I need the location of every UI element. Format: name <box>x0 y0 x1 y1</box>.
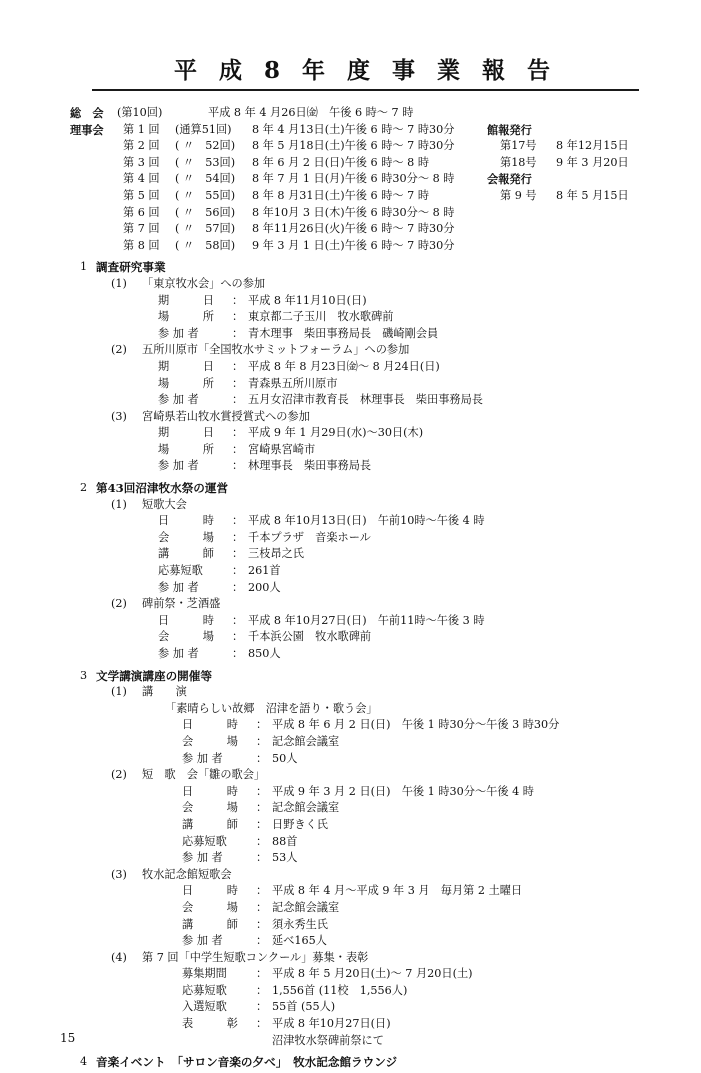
rijikai-row-4 <box>0 171 701 188</box>
rijikai-row-8 <box>0 238 701 255</box>
section-number: 4 <box>80 1055 88 1069</box>
detail-sep: ： <box>232 514 244 528</box>
detail-value: 平成 8 年 8 月23日㈮〜 8 月24日(日) <box>248 359 440 373</box>
detail-sep: ： <box>256 801 268 815</box>
section-title: 調査研究事業 <box>96 260 166 275</box>
detail-value: 沼津牧水祭碑前祭にて <box>272 1033 384 1047</box>
detail-label: 講 師 <box>182 917 238 931</box>
kanpou-label: 館報発行 <box>487 122 532 137</box>
item-marker: (3) <box>111 409 127 423</box>
item-heading: 牧水記念館短歌会 <box>142 867 232 881</box>
rijikai-no: 第 1 回 <box>123 122 160 136</box>
detail-label: 参 加 者 <box>182 934 223 948</box>
section-heading <box>0 480 701 497</box>
list-item <box>0 409 701 426</box>
detail-sep: ： <box>232 580 244 594</box>
detail-value: 日野きく氏 <box>272 817 328 831</box>
detail-label: 日 時 <box>182 884 238 898</box>
detail-sep: ： <box>256 967 268 981</box>
detail-label: 会 場 <box>182 734 238 748</box>
kanpou-date: 8 年12月15日 <box>556 139 629 153</box>
detail-sep: ： <box>232 530 244 544</box>
detail-sep: ： <box>256 834 268 848</box>
detail-sep: ： <box>232 376 244 390</box>
item-heading: 五所川原市「全国牧水サミットフォーラム」への参加 <box>142 343 410 357</box>
detail-line <box>0 530 701 547</box>
kaihou-date: 8 年 5 月15日 <box>556 188 629 202</box>
detail-value: 須永秀生氏 <box>272 917 328 931</box>
rijikai-detail: 8 年 7 月 1 日(月)午後 6 時30分〜 8 時 <box>252 172 455 186</box>
detail-label: 日 時 <box>182 784 238 798</box>
detail-sep: ： <box>256 718 268 732</box>
detail-sep: ： <box>256 1017 268 1031</box>
item-heading: 「東京牧水会」への参加 <box>142 276 266 290</box>
detail-label: 参 加 者 <box>158 459 199 473</box>
detail-sep: ： <box>232 459 244 473</box>
detail-value: 88首 <box>272 834 298 848</box>
kanpou-no: 第17号 <box>500 139 537 153</box>
detail-line <box>0 376 701 393</box>
item-heading: 第 7 回「中学生短歌コンクール」募集・表彰 <box>142 950 369 964</box>
detail-label: 参 加 者 <box>182 851 223 865</box>
rijikai-paren: (通算51回) <box>175 122 232 136</box>
detail-sep: ： <box>256 851 268 865</box>
detail-label: 講 師 <box>158 547 214 561</box>
detail-label: 場 所 <box>158 376 214 390</box>
detail-line <box>0 933 701 950</box>
detail-sep: ： <box>256 1000 268 1014</box>
rijikai-detail: 9 年 3 月 1 日(土)午後 6 時〜 7 時30分 <box>252 238 455 252</box>
detail-line <box>0 850 701 867</box>
detail-label: 応募短歌 <box>182 983 227 997</box>
item-heading: 短歌大会 <box>142 497 187 511</box>
detail-value: 1,556首 (11校 1,556人) <box>272 983 408 997</box>
detail-label: 場 所 <box>158 442 214 456</box>
detail-label: 募集期間 <box>182 967 227 981</box>
document-body <box>0 105 701 1071</box>
detail-line <box>0 309 701 326</box>
detail-sep: ： <box>232 359 244 373</box>
rijikai-paren: ( 〃 54回) <box>175 172 236 186</box>
detail-line <box>0 646 701 663</box>
detail-value: 千本浜公園 牧水歌碑前 <box>248 630 372 644</box>
detail-line <box>0 834 701 851</box>
section-title: 文学講演講座の開催等 <box>96 668 212 683</box>
detail-value: 平成 8 年 5 月20日(土)〜 7 月20日(土) <box>272 967 473 981</box>
rijikai-row-1 <box>0 122 701 139</box>
detail-label: 会 場 <box>158 630 214 644</box>
detail-label: 期 日 <box>158 359 214 373</box>
sokai-detail: 平成 8 年 4 月26日㈮ 午後 6 時〜 7 時 <box>208 106 414 119</box>
detail-value: 三枝昂之氏 <box>248 547 304 561</box>
detail-sep: ： <box>256 917 268 931</box>
item-marker: (2) <box>111 343 127 357</box>
detail-sep: ： <box>232 564 244 578</box>
detail-line <box>0 751 701 768</box>
detail-line <box>0 629 701 646</box>
detail-line <box>0 326 701 343</box>
page-number: 15 <box>60 1031 76 1045</box>
list-item <box>0 276 701 293</box>
detail-line <box>0 359 701 376</box>
detail-label: 応募短歌 <box>158 564 203 578</box>
detail-value: 50人 <box>272 751 298 765</box>
detail-value: 平成 8 年10月13日(日) 午前10時〜午後 4 時 <box>248 514 485 528</box>
detail-sep: ： <box>232 630 244 644</box>
item-marker: (1) <box>111 276 127 290</box>
detail-value: 林理事長 柴田事務局長 <box>248 459 372 473</box>
detail-value: 記念館会議室 <box>272 801 340 815</box>
detail-value: 55首 (55人) <box>272 1000 336 1014</box>
rijikai-detail: 8 年 6 月 2 日(日)午後 6 時〜 8 時 <box>252 155 430 169</box>
detail-line <box>0 717 701 734</box>
detail-value: 平成 8 年10月27日(日) 午前11時〜午後 3 時 <box>248 613 485 627</box>
list-item <box>0 867 701 884</box>
item-heading: 碑前祭・芝酒盛 <box>142 597 221 611</box>
detail-label: 日 時 <box>158 613 214 627</box>
section-1 <box>0 259 701 475</box>
rijikai-no: 第 3 回 <box>123 155 160 169</box>
detail-value: 五月女沼津市教育長 林理事長 柴田事務局長 <box>248 393 483 407</box>
detail-label: 講 師 <box>182 817 238 831</box>
detail-label: 表 彰 <box>182 1017 238 1031</box>
detail-sep: ： <box>256 934 268 948</box>
document-page <box>0 52 701 1073</box>
list-item <box>0 342 701 359</box>
detail-sep: ： <box>256 784 268 798</box>
rijikai-no: 第 6 回 <box>123 205 160 219</box>
detail-value: 平成 9 年 3 月 2 日(日) 午後 1 時30分〜午後 4 時 <box>272 784 534 798</box>
detail-line <box>0 734 701 751</box>
meetings-block <box>0 105 701 254</box>
section-2 <box>0 480 701 663</box>
section-number: 2 <box>80 481 88 495</box>
rijikai-no: 第 4 回 <box>123 172 160 186</box>
detail-line <box>0 293 701 310</box>
detail-sep: ： <box>232 613 244 627</box>
rijikai-no: 第 8 回 <box>123 238 160 252</box>
detail-label: 入選短歌 <box>182 1000 227 1014</box>
list-item <box>0 497 701 514</box>
rijikai-detail: 8 年 4 月13日(土)午後 6 時〜 7 時30分 <box>252 122 455 136</box>
item-subheading: 「素晴らしい故郷 沼津を語り・歌う会」 <box>165 701 378 715</box>
detail-line <box>0 513 701 530</box>
detail-sep: ： <box>256 900 268 914</box>
section-heading <box>0 1054 701 1071</box>
detail-sep: ： <box>256 751 268 765</box>
section-3 <box>0 668 701 1050</box>
detail-sep: ： <box>256 734 268 748</box>
sokai-label: 総 会 <box>70 106 104 120</box>
rijikai-row-7 <box>0 221 701 238</box>
detail-label: 場 所 <box>158 310 214 324</box>
detail-value: 850人 <box>248 647 281 660</box>
detail-line <box>0 883 701 900</box>
detail-sep: ： <box>256 983 268 997</box>
detail-sep: ： <box>256 817 268 831</box>
detail-label: 参 加 者 <box>182 751 223 765</box>
detail-value: 延べ165人 <box>272 934 327 948</box>
detail-value: 53人 <box>272 851 298 865</box>
detail-value: 青木理事 柴田事務局長 磯崎剛会員 <box>248 326 439 340</box>
detail-label: 期 日 <box>158 293 214 307</box>
kanpou-date: 9 年 3 月20日 <box>556 155 629 169</box>
section-number: 1 <box>80 260 88 274</box>
rijikai-row-5 <box>0 188 701 205</box>
detail-line <box>0 580 701 597</box>
detail-line <box>0 392 701 409</box>
detail-label: 参 加 者 <box>158 580 199 594</box>
rijikai-no: 第 2 回 <box>123 139 160 153</box>
detail-line <box>0 900 701 917</box>
detail-sep: ： <box>232 393 244 407</box>
rijikai-detail: 8 年10月 3 日(木)午後 6 時30分〜 8 時 <box>252 205 455 219</box>
kanpou-no: 第18号 <box>500 155 537 169</box>
detail-value: 記念館会議室 <box>272 734 340 748</box>
detail-line <box>0 784 701 801</box>
detail-value: 記念館会議室 <box>272 900 340 914</box>
item-heading: 短 歌 会「雛の歌会」 <box>142 768 266 782</box>
kaihou-label: 会報発行 <box>487 172 532 187</box>
rijikai-row-2 <box>0 138 701 155</box>
detail-value: 平成 8 年10月27日(日) <box>272 1017 391 1031</box>
rijikai-paren: ( 〃 52回) <box>175 139 236 153</box>
detail-value: 平成 8 年 4 月〜平成 9 年 3 月 毎月第 2 土曜日 <box>272 884 523 898</box>
detail-value: 平成 9 年 1 月29日(水)〜30日(木) <box>248 426 424 440</box>
detail-label: 日 時 <box>182 718 238 732</box>
detail-line <box>0 563 701 580</box>
detail-sep: ： <box>256 884 268 898</box>
detail-value: 平成 8 年11月10日(日) <box>248 293 367 307</box>
section-4 <box>0 1054 701 1071</box>
rijikai-detail: 8 年11月26日(火)午後 6 時〜 7 時30分 <box>252 222 455 236</box>
item-heading: 宮崎県若山牧水賞授賞式への参加 <box>142 409 310 423</box>
section-heading <box>0 259 701 276</box>
sokai-round: (第10回) <box>117 106 163 119</box>
section-title: 第43回沼津牧水祭の運営 <box>96 481 229 496</box>
detail-sep: ： <box>232 547 244 561</box>
detail-sep: ： <box>232 293 244 307</box>
item-marker: (2) <box>111 768 127 782</box>
detail-line <box>0 1016 701 1033</box>
rijikai-paren: ( 〃 57回) <box>175 222 236 236</box>
list-item <box>0 596 701 613</box>
title-rule <box>92 52 639 91</box>
detail-label: 応募短歌 <box>182 834 227 848</box>
rijikai-no: 第 7 回 <box>123 222 160 236</box>
detail-sep: ： <box>232 442 244 456</box>
rijikai-no: 第 5 回 <box>123 188 160 202</box>
detail-line <box>0 442 701 459</box>
page-title: 平 成 8 年 度 事 業 報 告 <box>173 57 558 84</box>
detail-value: 千本プラザ 音楽ホール <box>248 530 371 544</box>
detail-value: 東京都二子玉川 牧水歌碑前 <box>248 310 394 324</box>
list-item <box>0 950 701 967</box>
detail-value: 宮崎県宮崎市 <box>248 442 316 456</box>
detail-line <box>0 546 701 563</box>
rijikai-row-6 <box>0 205 701 222</box>
detail-label: 参 加 者 <box>158 326 199 340</box>
rijikai-paren: ( 〃 53回) <box>175 155 236 169</box>
rijikai-paren: ( 〃 55回) <box>175 188 236 202</box>
detail-label: 日 時 <box>158 514 214 528</box>
detail-label: 期 日 <box>158 426 214 440</box>
detail-value: 261首 <box>248 564 281 578</box>
sokai-row <box>0 105 701 122</box>
section-heading <box>0 668 701 685</box>
detail-label: 会 場 <box>182 900 238 914</box>
rijikai-paren: ( 〃 58回) <box>175 238 236 252</box>
detail-line <box>0 966 701 983</box>
item-marker: (1) <box>111 685 127 699</box>
detail-sep: ： <box>232 310 244 324</box>
detail-line <box>0 458 701 475</box>
item-marker: (4) <box>111 950 127 964</box>
detail-value: 青森県五所川原市 <box>248 376 338 390</box>
detail-label: 参 加 者 <box>158 647 199 660</box>
rijikai-detail: 8 年 5 月18日(土)午後 6 時〜 7 時30分 <box>252 139 455 153</box>
detail-sep: ： <box>232 326 244 340</box>
detail-line <box>0 800 701 817</box>
detail-value: 平成 8 年 6 月 2 日(日) 午後 1 時30分〜午後 3 時30分 <box>272 718 560 732</box>
detail-label: 会 場 <box>158 530 214 544</box>
detail-line-continuation <box>0 1033 701 1050</box>
item-marker: (1) <box>111 497 127 511</box>
list-item <box>0 767 701 784</box>
rijikai-label: 理事会 <box>70 122 104 137</box>
section-number: 3 <box>80 668 88 682</box>
item-marker: (2) <box>111 597 127 611</box>
detail-sep: ： <box>232 647 244 660</box>
detail-line <box>0 917 701 934</box>
section-title: 音楽イベント 「サロン音楽の夕べ」 牧水記念館ラウンジ <box>96 1055 398 1070</box>
detail-line <box>0 817 701 834</box>
rijikai-detail: 8 年 8 月31日(土)午後 6 時〜 7 時 <box>252 188 430 202</box>
detail-line <box>0 613 701 630</box>
detail-line <box>0 983 701 1000</box>
item-marker: (3) <box>111 867 127 881</box>
detail-sep: ： <box>232 426 244 440</box>
detail-value: 200人 <box>248 580 281 594</box>
item-subheading-row <box>0 701 701 718</box>
kaihou-no: 第 9 号 <box>500 188 537 202</box>
detail-label: 会 場 <box>182 801 238 815</box>
rijikai-row-3 <box>0 155 701 172</box>
detail-line <box>0 425 701 442</box>
list-item <box>0 684 701 701</box>
item-heading: 講 演 <box>142 685 187 699</box>
detail-label: 参 加 者 <box>158 393 199 407</box>
rijikai-paren: ( 〃 56回) <box>175 205 236 219</box>
detail-line <box>0 999 701 1016</box>
